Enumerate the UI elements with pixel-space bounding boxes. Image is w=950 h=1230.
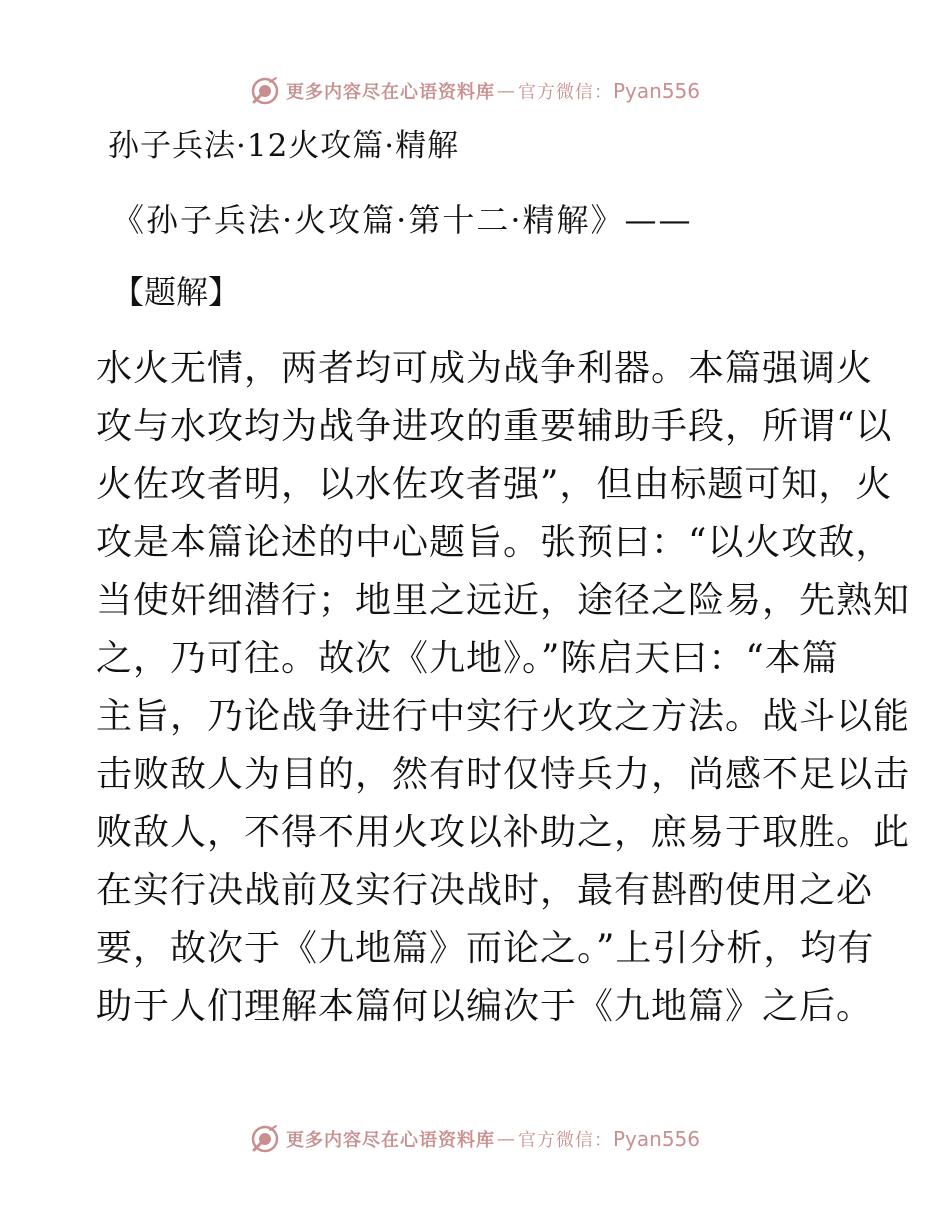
document-subtitle: 《孙子兵法·火攻篇·第十二·精解》—— — [112, 201, 693, 239]
watermark-label: 官方微信： — [517, 1130, 613, 1151]
watermark-wechat-id: Pyan556 — [612, 79, 700, 103]
body-line: 主旨，乃论战争进行中实行火攻之方法。战斗以能 — [96, 696, 911, 737]
body-line: 击败敌人为目的，然有时仅恃兵力，尚感不足以击 — [96, 754, 911, 795]
watermark-dash: — — [496, 80, 516, 102]
body-line: 要，故次于《九地篇》而论之。”上引分析，均有 — [96, 928, 875, 969]
header-watermark — [0, 76, 950, 106]
document-title: 孙子兵法·12火攻篇·精解 — [108, 128, 460, 164]
body-line: 攻与水攻均为战争进攻的重要辅助手段，所谓“以 — [96, 406, 893, 447]
body-line: 之，乃可往。故次《九地》。”陈启天曰：“本篇 — [96, 638, 839, 679]
body-line: 助于人们理解本篇何以编次于《九地篇》之后。 — [96, 986, 874, 1027]
body-line: 攻是本篇论述的中心题旨。张预曰：“以火攻敌， — [96, 522, 893, 563]
body-line: 火佐攻者明，以水佐攻者强”，但由标题可知，火 — [96, 464, 893, 505]
body-line: 败敌人，不得不用火攻以补助之，庶易于取胜。此 — [96, 812, 911, 853]
body-paragraph — [96, 340, 911, 1036]
watermark-wechat-id: Pyan556 — [612, 1127, 700, 1151]
pen-logo-icon — [250, 76, 280, 106]
body-line: 当使奸细潜行；地里之远近，途径之险易，先熟知 — [96, 580, 911, 621]
body-line: 在实行决战前及实行决战时，最有斟酌使用之必 — [96, 870, 874, 911]
watermark-main-text: 更多内容尽在心语资料库 — [285, 1130, 495, 1151]
watermark-label: 官方微信： — [517, 82, 613, 103]
body-line: 水火无情，两者均可成为战争利器。本篇强调火 — [96, 348, 874, 389]
footer-watermark — [0, 1124, 950, 1154]
watermark-main-text: 更多内容尽在心语资料库 — [285, 82, 495, 103]
watermark-dash: — — [496, 1128, 516, 1150]
pen-logo-icon — [250, 1124, 280, 1154]
section-heading: 【题解】 — [112, 273, 241, 311]
